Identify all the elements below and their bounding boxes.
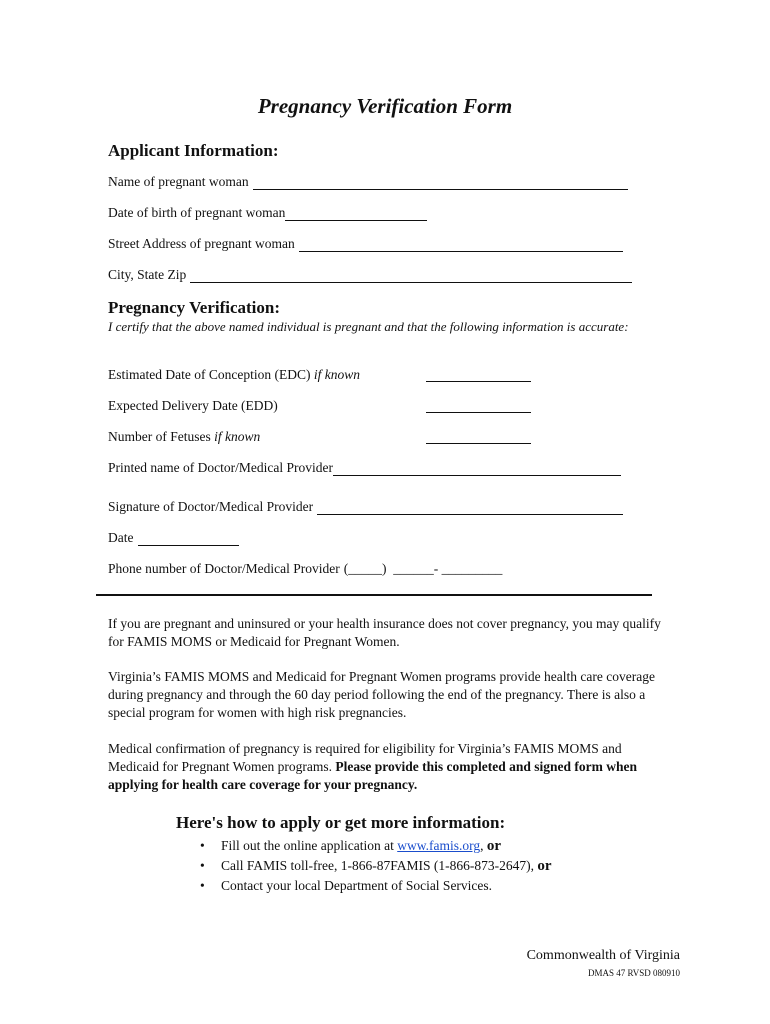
list-item	[200, 876, 552, 896]
info-paragraph-3-emphasis: Please provide this completed and signed form when applying for health care coverage for your pregnancy.	[108, 759, 637, 792]
info-paragraph-3	[108, 740, 668, 794]
info-paragraph-3-text: Medical confirmation of pregnancy is required for eligibility for Virginia’s FAMIS MOMS and Medicaid for Pregnant Women programs.	[108, 741, 622, 774]
name-field	[108, 174, 628, 190]
call-famis-text: Call FAMIS toll-free, 1-866-87FAMIS (1-866-873-2647),	[221, 858, 538, 873]
contact-dss-text: Contact your local Department of Social Services.	[221, 878, 493, 893]
date-label: Date	[108, 530, 134, 545]
item2-or: or	[537, 858, 552, 874]
edd-input-line[interactable]	[426, 411, 531, 413]
name-input-line[interactable]	[253, 175, 628, 190]
dob-field	[108, 205, 427, 221]
fetuses-input-line[interactable]	[426, 442, 531, 444]
street-label: Street Address of pregnant woman	[108, 236, 295, 251]
item1-separator: ,	[480, 838, 487, 853]
form-title: Pregnancy Verification Form	[257, 94, 513, 118]
city-input-line[interactable]	[190, 268, 632, 283]
how-to-apply-list	[200, 836, 552, 896]
edd-field	[108, 398, 278, 414]
dob-label: Date of birth of pregnant woman	[108, 205, 286, 220]
info-paragraph-2: Virginia’s FAMIS MOMS and Medicaid for Pregnant Women programs provide health care coverage during pregnancy and through the 60 day period following the end of the pregnancy. There is also a special program for women with high risk pregnancies.	[108, 669, 655, 720]
printed-name-field	[108, 460, 621, 476]
online-application-text: Fill out the online application at	[221, 838, 398, 853]
phone-format[interactable]: (_____) ______- _________	[343, 561, 503, 576]
certify-statement: I certify that the above named individual is pregnant and that the following information is accurate:	[108, 319, 629, 334]
city-field	[108, 267, 632, 283]
signature-label: Signature of Doctor/Medical Provider	[108, 499, 314, 514]
applicant-heading: Applicant Information:	[108, 141, 279, 160]
dob-input-line[interactable]	[285, 206, 427, 221]
edc-label: Estimated Date of Conception (EDC)	[108, 367, 311, 382]
section-divider	[96, 594, 652, 596]
list-item	[200, 856, 552, 876]
edc-qualifier: if known	[313, 367, 360, 382]
bullet-icon: •	[200, 858, 205, 873]
edc-input-line[interactable]	[426, 380, 531, 382]
date-input-line[interactable]	[138, 531, 239, 546]
item1-or: or	[486, 838, 502, 854]
name-label: Name of pregnant woman	[108, 174, 249, 189]
printed-name-input-line[interactable]	[333, 461, 621, 476]
date-field	[108, 530, 239, 546]
footer-organization: Commonwealth of Virginia	[526, 948, 680, 963]
edd-label: Expected Delivery Date (EDD)	[108, 398, 278, 413]
phone-field	[108, 561, 502, 577]
bullet-icon: •	[200, 838, 205, 853]
signature-field	[108, 499, 623, 515]
how-to-apply-heading: Here's how to apply or get more information:	[176, 813, 506, 832]
verification-heading: Pregnancy Verification:	[108, 298, 281, 317]
info-paragraph-1: If you are pregnant and uninsured or your health insurance does not cover pregnancy, you may qualify for FAMIS MOMS or Medicaid for Pregnant Women.	[108, 616, 661, 649]
fetuses-label: Number of Fetuses	[108, 429, 211, 444]
street-field	[108, 236, 623, 252]
street-input-line[interactable]	[299, 237, 623, 252]
printed-name-label: Printed name of Doctor/Medical Provider	[108, 460, 333, 475]
fetuses-field	[108, 429, 260, 445]
famis-website-link[interactable]: www.famis.org	[397, 838, 481, 853]
list-item	[200, 836, 552, 856]
signature-input-line[interactable]	[317, 500, 623, 515]
phone-label: Phone number of Doctor/Medical Provider	[108, 561, 340, 576]
bullet-icon: •	[200, 878, 205, 893]
fetuses-qualifier: if known	[214, 429, 261, 444]
city-label: City, State Zip	[108, 267, 187, 282]
edc-field	[108, 367, 360, 383]
footer-form-code: DMAS 47 RVSD 080910	[587, 968, 680, 978]
